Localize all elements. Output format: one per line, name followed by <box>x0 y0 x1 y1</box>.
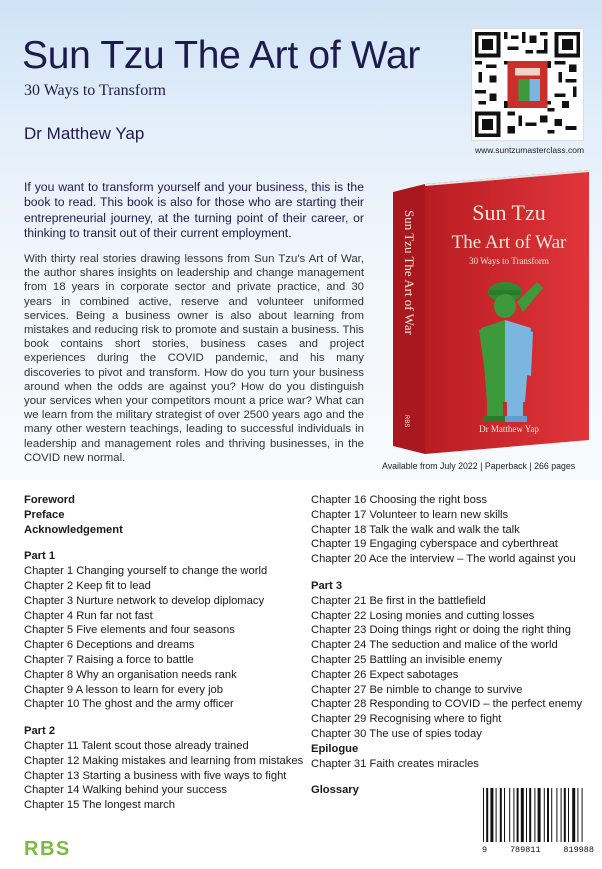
isbn-digit-group: 9 <box>482 845 488 855</box>
toc-chapter: Chapter 7 Raising a force to battle <box>24 653 194 666</box>
barcode-bar <box>509 788 510 842</box>
toc-chapter: Chapter 29 Recognising where to fight <box>311 713 502 726</box>
barcode-bar <box>529 788 531 842</box>
barcode-bar <box>504 788 505 842</box>
barcode-bar <box>521 788 524 842</box>
toc-chapter: Chapter 18 Talk the walk and walk the talk <box>311 523 520 536</box>
toc-chapter: Chapter 27 Be nimble to change to survive <box>311 683 523 696</box>
table-of-contents-right <box>311 493 582 798</box>
toc-chapter: Chapter 4 Run far not fast <box>24 609 153 622</box>
barcode-bar <box>486 788 488 842</box>
barcode-bar <box>568 788 569 842</box>
barcode-bar <box>526 788 527 842</box>
toc-part-heading: Epilogue <box>311 742 359 755</box>
toc-chapter: Chapter 14 Walking behind your success <box>24 784 227 797</box>
publisher-logo: RBS <box>24 838 71 860</box>
toc-front-item: Acknowledgement <box>24 523 123 536</box>
toc-chapter: Chapter 19 Engaging cyberspace and cyberthreat <box>311 538 558 551</box>
toc-chapter: Chapter 5 Five elements and four seasons <box>24 624 235 637</box>
toc-chapter: Chapter 22 Losing monies and cutting losses <box>311 609 535 622</box>
book-cover-image <box>393 170 589 458</box>
book-cover-author: Dr Matthew Yap <box>479 424 539 434</box>
page-subtitle: 30 Ways to Transform <box>24 82 166 99</box>
toc-part-heading: Part 3 <box>311 579 343 592</box>
book-spine-publisher: RBS <box>403 415 409 428</box>
toc-chapter: Chapter 24 The seduction and malice of the world <box>311 639 558 652</box>
toc-glossary: Glossary <box>311 784 359 797</box>
intro-lead: If you want to transform yourself and your business, this is the book to read. This book is also for those who are starting their entrepreneurial journey, at the turning point of their career, or thinking to transit out of their current employment. <box>24 180 364 240</box>
barcode-bar <box>572 788 575 842</box>
toc-chapter: Chapter 23 Doing things right or doing the right thing <box>311 624 571 637</box>
barcode-bar <box>513 788 514 842</box>
toc-part-heading: Part 2 <box>24 725 56 738</box>
barcode-bar <box>496 788 497 842</box>
barcode-bar <box>564 788 566 842</box>
page-title: Sun Tzu The Art of War <box>22 34 421 77</box>
website-url[interactable]: www.suntzumasterclass.com <box>474 145 585 155</box>
barcode-bar <box>547 788 549 842</box>
barcode-bar <box>577 788 578 842</box>
toc-chapter: Chapter 20 Ace the interview – The world against you <box>311 553 576 566</box>
barcode-bar <box>556 788 557 842</box>
book-cover-title-2: The Art of War <box>451 232 567 253</box>
toc-chapter: Chapter 12 Making mistakes and learning from mistakes <box>24 754 304 767</box>
barcode-bar <box>534 788 535 842</box>
toc-chapter: Chapter 11 Talent scout those already trained <box>24 739 249 752</box>
availability-note: Available from July 2022 | Paperback | 266 pages <box>382 461 576 471</box>
barcode-bar <box>561 788 562 842</box>
barcode-bar <box>490 788 493 842</box>
barcode-bar <box>483 788 484 842</box>
isbn-digit-group: 819988 <box>563 845 594 855</box>
toc-chapter: Chapter 28 Responding to COVID – the perfect enemy <box>311 698 583 711</box>
toc-chapter: Chapter 31 Faith creates miracles <box>311 757 479 770</box>
toc-chapter: Chapter 25 Battling an invisible enemy <box>311 653 502 666</box>
toc-chapter: Chapter 13 Starting a business with five ways to fight <box>24 769 287 782</box>
book-cover-title-1: Sun Tzu <box>472 200 546 225</box>
toc-chapter: Chapter 8 Why an organisation needs rank <box>24 668 237 681</box>
qr-code[interactable] <box>471 28 584 141</box>
toc-chapter: Chapter 1 Changing yourself to change the world <box>24 565 268 578</box>
toc-chapter: Chapter 3 Nurture network to develop diplomacy <box>24 594 265 607</box>
toc-chapter: Chapter 2 Keep fit to lead <box>24 579 151 592</box>
barcode-bar <box>544 788 545 842</box>
toc-chapter: Chapter 9 A lesson to learn for every job <box>24 683 224 696</box>
toc-chapter: Chapter 17 Volunteer to learn new skills <box>311 508 509 521</box>
barcode-bar <box>582 788 583 842</box>
toc-chapter: Chapter 6 Deceptions and dreams <box>24 639 195 652</box>
toc-chapter: Chapter 30 The use of spies today <box>311 727 482 740</box>
toc-front-item: Preface <box>24 508 65 521</box>
barcode-icon <box>480 786 592 844</box>
isbn-number <box>482 845 594 855</box>
book-cover-subtitle: 30 Ways to Transform <box>469 256 549 266</box>
author-name: Dr Matthew Yap <box>24 124 145 143</box>
toc-chapter: Chapter 21 Be first in the battlefield <box>311 594 486 607</box>
table-of-contents-left <box>24 493 303 813</box>
toc-chapter: Chapter 16 Choosing the right boss <box>311 494 488 506</box>
toc-chapter: Chapter 15 The longest march <box>24 799 175 812</box>
book-spine-title: Sun Tzu The Art of War <box>402 210 417 335</box>
qr-code-icon <box>475 32 580 137</box>
barcode-bar <box>538 788 541 842</box>
toc-chapter: Chapter 10 The ghost and the army officer <box>24 698 234 711</box>
barcode-bar <box>500 788 502 842</box>
intro-body: With thirty real stories drawing lessons from Sun Tzu's Art of War, the author shares insights on leadership and change management from 18 years in corporate sector and private practice, and 30 years in combined active, reserve and volunteer uniformed services. Being a business owner is also about learning from mistakes and reducing risk to promote and sustain a business. This book contains short stories, business cases and project experiences during the COVID pandemic, and his many discoveries to pivot and transform. How do you turn your business around when the odds are against you? How do you distinguish your services when your competitors mount a price war? What can we learn from the military strategist of over 2500 years ago and the many other western teachings, leading to successful individuals in leadership and management roles and thriving businesses, in the COVID new normal. <box>24 253 364 464</box>
barcode-bar <box>517 788 519 842</box>
toc-part-heading: Part 1 <box>24 550 56 563</box>
toc-chapter: Chapter 26 Expect sabotages <box>311 668 459 681</box>
isbn-digit-group: 789811 <box>509 845 541 855</box>
toc-front-item: Foreword <box>24 494 75 506</box>
barcode-bar <box>551 788 552 842</box>
